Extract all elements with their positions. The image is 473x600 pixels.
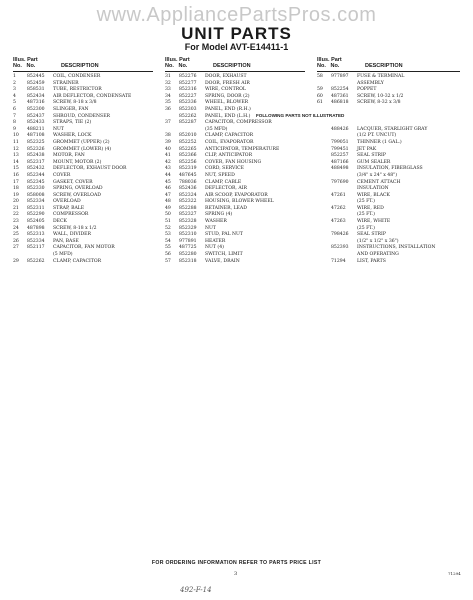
part-number: 852344 (27, 172, 45, 178)
illus-number: 60 (317, 93, 323, 99)
header-illus-part: Illus. Part (165, 57, 190, 63)
part-description: OVERLOAD (53, 199, 81, 205)
model-subtitle: For Model AVT-E14411-1 (184, 42, 289, 52)
header-description: DESCRIPTION (365, 63, 403, 69)
part-number: 852345 (27, 179, 45, 185)
part-description: SCREW, OVERLOAD (53, 192, 101, 198)
illus-number: 51 (165, 219, 171, 225)
part-description: NUT, SPEED (205, 172, 235, 178)
illus-number: 46 (165, 186, 171, 192)
part-description: INSTRUCTIONS, INSTALLATION (357, 245, 436, 251)
illus-number: 26 (13, 238, 19, 244)
illus-number: 19 (13, 192, 19, 198)
document-code: 71294 (448, 571, 461, 576)
part-row (165, 166, 305, 173)
watermark: www.AppliancePartsPros.com (96, 4, 377, 26)
part-row (317, 133, 460, 140)
part-number: 488498 (331, 166, 349, 172)
part-number: 488211 (27, 126, 45, 132)
part-number: 852287 (179, 120, 197, 126)
part-number: 852262 (179, 113, 197, 119)
illus-number: 36 (165, 106, 171, 112)
part-number: 852311 (27, 205, 45, 211)
part-description: COVER (53, 172, 71, 178)
column-header (13, 57, 153, 74)
illus-number: 37 (165, 120, 171, 126)
part-row (165, 140, 305, 147)
part-number: 852300 (27, 106, 45, 112)
part-number: 852437 (27, 113, 45, 119)
part-description: NUT (53, 126, 64, 132)
part-row (165, 232, 305, 239)
part-row (13, 245, 153, 252)
part-description: SPRING, DOOR (2) (205, 93, 250, 99)
part-description: MOTOR, FAN (53, 153, 85, 159)
part-number: 852313 (27, 232, 45, 238)
part-description: CLAMP, CAPACITOR (53, 258, 102, 264)
part-row (165, 259, 305, 266)
part-number: 852432 (27, 166, 45, 172)
part-number: 47261 (331, 192, 346, 198)
part-number: 852117 (27, 245, 45, 251)
part-number: 487108 (27, 133, 45, 139)
illus-number: 49 (165, 205, 171, 211)
part-number: 852317 (27, 159, 45, 165)
part-number: 852326 (27, 146, 45, 152)
part-number: 852334 (27, 199, 45, 205)
part-number: 977891 (179, 238, 197, 244)
part-number: 852434 (27, 93, 45, 99)
part-description: AND OPERATING (357, 252, 399, 258)
part-number: 852277 (179, 80, 197, 86)
part-description: FUSE & TERMINAL (357, 74, 405, 79)
part-number: 852280 (179, 252, 197, 258)
illus-number: 16 (13, 172, 19, 178)
part-row (317, 153, 460, 160)
illus-number: 13 (13, 153, 19, 159)
illus-number: 17 (13, 179, 19, 185)
header-illus-part: Illus. Part (13, 57, 38, 63)
part-description: (3/4" x 24" x 48") (357, 172, 398, 178)
part-number: 487645 (179, 172, 197, 178)
part-row (165, 133, 305, 140)
part-description: HOUSING, BLOWER WHEEL (205, 199, 274, 205)
part-row (317, 206, 460, 213)
part-description: DECK (53, 219, 67, 225)
part-number: 852227 (179, 93, 197, 99)
part-description: DOOR, EXHAUST (205, 74, 247, 79)
part-description: TUBE, RESTRICTOR (53, 87, 102, 93)
part-description: CLIP, ANTICIPATOR (205, 153, 253, 159)
part-number: 47263 (331, 219, 346, 225)
illus-number: 52 (165, 225, 171, 231)
part-description: DOOR, FRESH AIR (205, 80, 250, 86)
part-description: (35 MFD) (205, 126, 228, 132)
part-description: GROMMET (UPPER) (2) (53, 139, 110, 145)
illus-number: 38 (165, 133, 171, 139)
part-number: 852438 (27, 153, 45, 159)
part-number: 852276 (179, 74, 197, 79)
header-no: No. No. (13, 63, 36, 69)
part-description: WIRE, BLACK (357, 192, 390, 198)
header-rule (317, 71, 460, 72)
part-number: 852257 (331, 153, 349, 159)
part-number: 858531 (27, 87, 45, 93)
illus-number: 31 (165, 74, 171, 79)
part-row (13, 153, 153, 160)
part-description: NUT (205, 225, 216, 231)
header-illus-part: Illus. Part (317, 57, 342, 63)
part-description: STRAINER (53, 80, 79, 86)
part-number: 852327 (179, 212, 197, 218)
part-number: 852324 (179, 192, 197, 198)
part-number: 797690 (331, 179, 349, 185)
part-description: STRAPS, TIE (2) (53, 120, 92, 126)
part-number: 852445 (27, 74, 45, 79)
part-description: CAPACITOR, FAN MOTOR (53, 245, 115, 251)
part-number: 799451 (331, 146, 349, 152)
part-description: GROMMET (LOWER) (4) (53, 146, 112, 152)
illus-number: 41 (165, 153, 171, 159)
illus-number: 7 (13, 113, 16, 119)
illus-number: 11 (13, 139, 19, 145)
illus-number: 5 (13, 100, 16, 106)
part-number: 858008 (27, 192, 45, 198)
part-description: SCREW, 8-18 x 1/2 (53, 225, 97, 231)
part-description: COVER, FAN HOUSING (205, 159, 262, 165)
handwritten-note: 492-F-14 (180, 586, 212, 594)
part-number: 487898 (27, 225, 45, 231)
part-description: RETAINER, LEAD (205, 205, 247, 211)
part-description: PAN, BASE (53, 238, 79, 244)
illus-number: 2 (13, 80, 16, 86)
part-number: 852288 (179, 205, 197, 211)
ordering-footer: FOR ORDERING INFORMATION REFER TO PARTS PRICE LIST (151, 560, 322, 566)
illus-number: 3 (13, 87, 16, 93)
illus-number: 6 (13, 106, 16, 112)
part-row (13, 259, 153, 266)
page-title: UNIT PARTS (181, 24, 292, 43)
part-row (317, 100, 460, 107)
part-description: AIR DEFLECTOR, CONDENSATE (53, 93, 132, 99)
header-rule (13, 71, 153, 72)
part-description: WASHER, LOCK (53, 133, 92, 139)
illus-number: 33 (165, 87, 171, 93)
part-row (165, 219, 305, 226)
part-number: 852329 (179, 225, 197, 231)
part-number: 852316 (179, 87, 197, 93)
part-description: SLINGER, FAN (53, 106, 89, 112)
part-row (13, 74, 153, 81)
part-description: DEFLECTOR, EXHAUST DOOR (53, 166, 127, 172)
part-row (13, 199, 153, 206)
illus-number: 20 (13, 199, 19, 205)
part-number: 852310 (179, 232, 197, 238)
part-description: SEAL STRIP (357, 153, 386, 159)
part-row (317, 199, 460, 206)
part-description: ASSEMBLY (357, 80, 384, 86)
header-no: No. No. (165, 63, 188, 69)
part-number: 47262 (331, 205, 346, 211)
parts-column-1 (13, 57, 153, 265)
part-row (165, 173, 305, 180)
illus-number: 35 (165, 100, 171, 106)
illus-number: 12 (13, 146, 19, 152)
part-row (165, 199, 305, 206)
part-number: 71294 (331, 258, 346, 264)
illus-number: 24 (13, 225, 19, 231)
part-number: 852393 (331, 245, 349, 251)
part-row (13, 166, 153, 173)
illus-number: 9 (13, 126, 16, 132)
part-description: WIRE, WHITE (357, 219, 391, 225)
not-illustrated-note: FOLLOWING PARTS NOT ILLUSTRATED (256, 113, 345, 118)
illus-number: 45 (165, 179, 171, 185)
illus-number: 22 (13, 212, 19, 218)
part-number: 977897 (331, 74, 349, 79)
part-description: INSULATION, FIBERGLASS (357, 166, 423, 172)
part-number: 852265 (179, 146, 197, 152)
part-description: ANTICIPATOR, TEMPERATURE (205, 146, 280, 152)
illus-number: 50 (165, 212, 171, 218)
part-description: COIL, EVAPORATOR (205, 139, 254, 145)
part-number: 852405 (27, 219, 45, 225)
illus-number: 15 (13, 166, 19, 172)
part-description: CORD, SERVICE (205, 166, 244, 172)
part-description: CLAMP, CABLE (205, 179, 242, 185)
part-number: 486818 (331, 100, 349, 106)
part-description: SCREW, 10-32 x 1/2 (357, 93, 404, 99)
part-description: (25 FT.) (357, 212, 375, 218)
illus-number: 54 (165, 238, 171, 244)
illus-number: 40 (165, 146, 171, 152)
part-number: 852252 (179, 139, 197, 145)
part-description: JET PAK (357, 146, 377, 152)
part-description: (1/2" x 1/2" x 36") (357, 238, 399, 244)
part-row (317, 219, 460, 226)
parts-column-2 (165, 57, 305, 265)
part-description: SHROUD, CONDENSER (53, 113, 111, 119)
part-number: 852290 (27, 212, 45, 218)
part-description: (25 FT.) (357, 225, 375, 231)
part-row (13, 87, 153, 94)
part-number: 852336 (179, 100, 197, 106)
parts-column-3 (317, 57, 460, 265)
part-description: SWITCH, LIMIT (205, 252, 243, 258)
part-number: 852322 (179, 199, 197, 205)
part-row (13, 252, 153, 259)
part-description: STUD, PAL NUT (205, 232, 243, 238)
part-description: MOUNT, MOTOR (2) (53, 159, 102, 165)
part-row (165, 153, 305, 160)
header-description: DESCRIPTION (61, 63, 99, 69)
part-description: PANEL, END (L.H.) (205, 113, 251, 119)
part-description: HEATER (205, 238, 226, 244)
part-description: STRAP, BALE (53, 205, 85, 211)
part-number: 487725 (179, 245, 197, 251)
part-number: 852334 (27, 238, 45, 244)
part-row (317, 120, 460, 127)
illus-number: 21 (13, 205, 19, 211)
part-number: 852256 (179, 159, 197, 165)
illus-number: 58 (317, 74, 323, 79)
part-row (13, 219, 153, 226)
illus-number: 53 (165, 232, 171, 238)
part-description: VALVE, DRAIN (205, 258, 240, 264)
illus-number: 55 (165, 245, 171, 251)
part-description: WIRE, CONTROL (205, 87, 246, 93)
illus-number: 23 (13, 219, 19, 225)
part-description: (25 FT.) (357, 199, 375, 205)
part-number: 852328 (179, 219, 197, 225)
part-description: WALL, DIVIDER (53, 232, 91, 238)
part-row (13, 140, 153, 147)
part-row (165, 252, 305, 259)
part-description: NUT (4) (205, 245, 224, 251)
part-number: 852010 (179, 133, 197, 139)
illus-number: 61 (317, 100, 323, 106)
illus-number: 34 (165, 93, 171, 99)
part-row (317, 74, 460, 81)
illus-number: 1 (13, 74, 16, 79)
illus-number: 8 (13, 120, 16, 126)
illus-number: 29 (13, 258, 19, 264)
part-description: AIR SCOOP, EVAPORATOR (205, 192, 268, 198)
part-description: (1/2 PT. UNCUT) (357, 133, 397, 139)
part-description: LACQUER, STARLIGHT GRAY (357, 126, 428, 132)
column-header (317, 57, 460, 74)
part-description: CAPACITOR, COMPRESSOR (205, 120, 272, 126)
part-row (13, 173, 153, 180)
header-description: DESCRIPTION (213, 63, 251, 69)
illus-number: 42 (165, 159, 171, 165)
part-description: WHEEL, BLOWER (205, 100, 249, 106)
part-description: SPRING, OVERLOAD (53, 186, 103, 192)
part-number: 852318 (179, 258, 197, 264)
part-row (317, 140, 460, 147)
illus-number: 44 (165, 172, 171, 178)
part-row (317, 186, 460, 193)
part-row (13, 133, 153, 140)
illus-number: 27 (13, 245, 19, 251)
illus-number: 4 (13, 93, 16, 99)
part-row (13, 100, 153, 107)
part-description: SEAL STRIP (357, 232, 386, 238)
part-row (165, 100, 305, 107)
part-row (13, 186, 153, 193)
part-row (13, 120, 153, 127)
part-description: SCREW, 8-32 x 3/8 (357, 100, 401, 106)
part-number: 852366 (179, 153, 197, 159)
illus-number: 10 (13, 133, 19, 139)
illus-number: 39 (165, 139, 171, 145)
part-number: 798426 (331, 232, 349, 238)
part-description: COIL, CONDENSER (53, 74, 101, 79)
part-description: GUM SEALER (357, 159, 391, 165)
illus-number: 18 (13, 186, 19, 192)
part-description: THINNER (1 GAL.) (357, 139, 402, 145)
part-row (317, 259, 460, 266)
part-number: 852330 (27, 186, 45, 192)
part-description: CEMENT ATTACH (357, 179, 401, 185)
part-number: 852436 (179, 186, 197, 192)
part-row (317, 87, 460, 94)
part-number: 487361 (331, 93, 349, 99)
part-row (13, 232, 153, 239)
part-description: DEFLECTOR, AIR (205, 186, 247, 192)
part-number: 852325 (27, 139, 45, 145)
header-rule (165, 71, 305, 72)
part-number: 799051 (331, 139, 349, 145)
part-row (165, 186, 305, 193)
part-description: INSULATION (357, 186, 389, 192)
part-number: 487166 (331, 159, 349, 165)
part-number: 852433 (27, 120, 45, 126)
part-number: 487316 (27, 100, 45, 106)
part-number: 852303 (179, 106, 197, 112)
illus-number: 57 (165, 258, 171, 264)
part-number: 852319 (179, 166, 197, 172)
part-description: WIRE, RED (357, 205, 384, 211)
part-row (317, 193, 460, 200)
part-number: 852262 (27, 258, 45, 264)
part-description: SCREW, 8-18 x 3/8 (53, 100, 97, 106)
illus-number: 48 (165, 199, 171, 205)
part-number: 488426 (331, 126, 349, 132)
column-header (165, 57, 305, 74)
illus-number: 25 (13, 232, 19, 238)
part-row (317, 173, 460, 180)
illus-number: 43 (165, 166, 171, 172)
part-number: 788036 (179, 179, 197, 185)
part-description: COMPRESSOR (53, 212, 89, 218)
part-number: 852459 (27, 80, 45, 86)
part-row (165, 87, 305, 94)
illus-number: 32 (165, 80, 171, 86)
part-row (317, 252, 460, 259)
part-description: (5 MFD) (53, 252, 73, 258)
part-description: CLAMP, CAPACITOR (205, 133, 254, 139)
part-description: PANEL, END (R.H.) (205, 106, 251, 112)
part-row (317, 166, 460, 173)
part-description: GASKET, COVER (53, 179, 93, 185)
part-description: SPRING (4) (205, 212, 233, 218)
illus-number: 59 (317, 87, 323, 93)
part-row (317, 232, 460, 239)
illus-number: 47 (165, 192, 171, 198)
part-row (165, 120, 305, 127)
part-description: LIST, PARTS (357, 258, 386, 264)
illus-number: 14 (13, 159, 19, 165)
page-number: 3 (234, 571, 238, 577)
part-row (13, 107, 153, 114)
part-description: POPPET (357, 87, 377, 93)
illus-number: 56 (165, 252, 171, 258)
part-number: 852254 (331, 87, 349, 93)
part-description: WASHER (205, 219, 227, 225)
header-no: No. No. (317, 63, 340, 69)
part-row (165, 74, 305, 81)
